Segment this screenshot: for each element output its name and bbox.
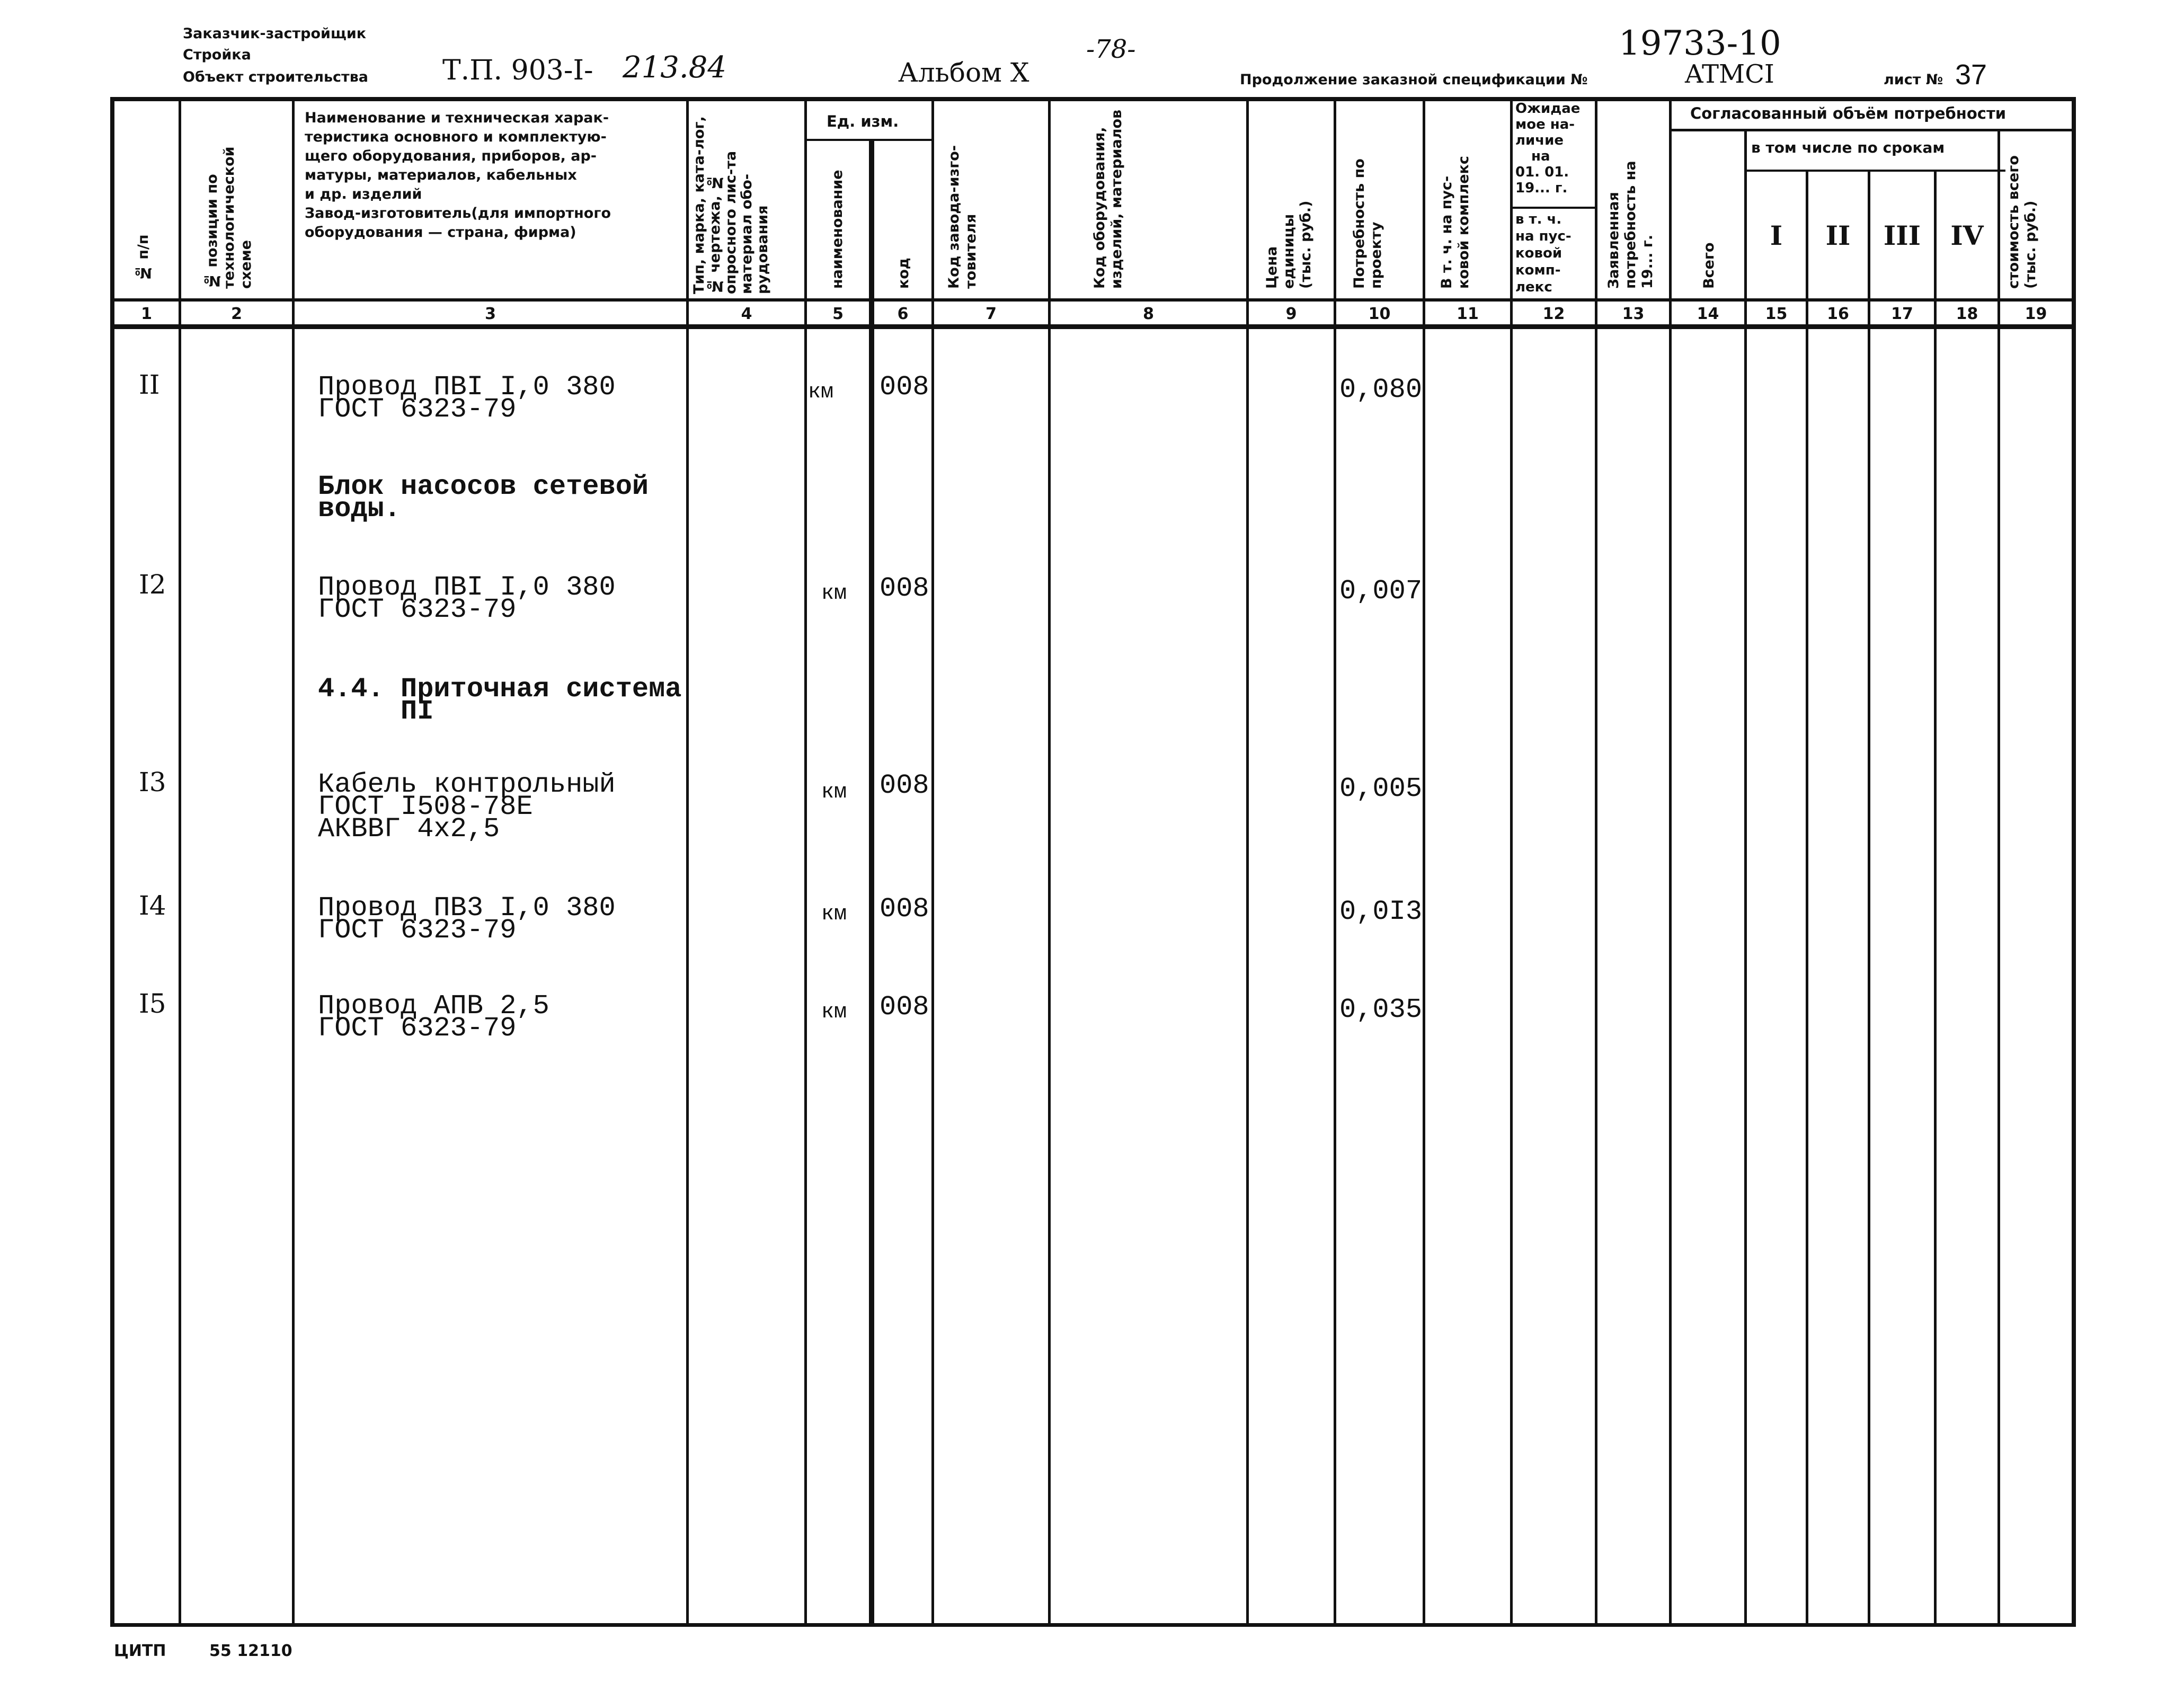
row-number: I3 <box>139 767 166 798</box>
unit-code: 008 <box>880 573 929 604</box>
col-3-header: Наименование и техническая харак- теристика основного и комплектую- щего оборудования, приборов, ар- матуры, материалов, кабельных и др. изделий Завод-изготовитель(для импортного оборудования — страна, фирма) <box>305 110 611 241</box>
unit-code: 008 <box>880 893 929 925</box>
col-number: 6 <box>897 305 909 323</box>
footer-org: ЦИТП <box>114 1642 166 1660</box>
col-7-header: Код завода-изго-товителя <box>946 145 979 289</box>
col-1-header: № п/п <box>135 234 152 281</box>
project-code-handwritten: 213.84 <box>623 50 726 85</box>
col-6-header: код <box>895 258 912 289</box>
col-19-header: стоимость всего (тыс. руб.) <box>2005 155 2039 289</box>
col-number: 2 <box>231 305 242 323</box>
page-mark: -78- <box>1086 34 1136 64</box>
col-number: 14 <box>1697 305 1719 323</box>
col-number: 17 <box>1891 305 1913 323</box>
col-11-header: В т. ч. на пус-ковой комплекс <box>1439 156 1472 289</box>
col-12-top-header: Ожидае мое на- личие на 01. 01. 19... г. <box>1515 101 1581 196</box>
col-number: 11 <box>1457 305 1479 323</box>
project-need: 0,035 <box>1339 994 1423 1025</box>
col-2-header: № позиции по технологической схеме <box>204 146 254 289</box>
period-2-header: II <box>1825 220 1851 251</box>
footer-code: 55 12110 <box>209 1642 292 1660</box>
project-code: Т.П. 903-I- <box>442 55 593 86</box>
col-9-header: Цена единицы (тыс. руб.) <box>1264 200 1314 289</box>
col-number: 9 <box>1285 305 1297 323</box>
col-number: 8 <box>1143 305 1154 323</box>
col-number: 7 <box>986 305 997 323</box>
col-12-bottom-header: в т. ч. на пус- ковой комп- лекс <box>1515 211 1572 295</box>
continuation-label: Продолжение заказной спецификации № <box>1240 72 1588 88</box>
col-number: 5 <box>832 305 844 323</box>
col-number: 3 <box>485 305 496 323</box>
customer-label: Заказчик-застройщик <box>183 25 367 42</box>
periods-group-header: в том числе по срокам <box>1751 139 1945 156</box>
col-14-header: Всего <box>1701 242 1717 289</box>
item-name: Провод ПВI I,0 380 ГОСТ 6323-79 <box>318 572 616 625</box>
col-number: 16 <box>1827 305 1849 323</box>
item-name: Провод АПВ 2,5 ГОСТ 6323-79 <box>318 990 549 1044</box>
unit-code: 008 <box>880 371 929 403</box>
item-name: Провод ПВ3 I,0 380 ГОСТ 6323-79 <box>318 892 616 946</box>
col-10-header: Потребность по проекту <box>1351 158 1384 289</box>
project-need: 0,005 <box>1339 773 1423 804</box>
item-name: Провод ПВI I,0 380 ГОСТ 6323-79 <box>318 371 616 425</box>
period-3-header: III <box>1883 220 1921 251</box>
col-4-header: Тип, марка, ката-лог, № чертежа, № опросного лис-та материал обо-рудования <box>691 116 771 294</box>
col-number: 13 <box>1622 305 1645 323</box>
row-number: I5 <box>139 988 166 1019</box>
doc-number: 19733-10 <box>1619 24 1781 63</box>
col-number: 15 <box>1765 305 1788 323</box>
album-label: Альбом X <box>898 57 1029 88</box>
object-label: Объект строительства <box>183 69 368 85</box>
agreed-group-header: Согласованный объём потребности <box>1690 104 2007 122</box>
col-5-header: наименование <box>829 170 846 289</box>
col-number: 1 <box>141 305 152 323</box>
project-need: 0,007 <box>1339 575 1423 607</box>
col-number: 18 <box>1956 305 1978 323</box>
col-number: 10 <box>1368 305 1391 323</box>
unit-name: км <box>808 380 834 404</box>
section-title: Блок насосов сетевой воды. <box>318 471 649 525</box>
period-4-header: IV <box>1950 220 1984 251</box>
row-number: I2 <box>139 569 166 600</box>
col-13-header: Заявленная потребность на 19... г. <box>1605 161 1656 289</box>
period-1-header: I <box>1770 220 1783 251</box>
spec-code: ATMCI <box>1685 59 1774 89</box>
unit-name: км <box>821 582 847 606</box>
col-number: 12 <box>1542 305 1565 323</box>
unit-group-header: Ед. изм. <box>827 112 899 130</box>
unit-name: км <box>821 781 847 804</box>
unit-name: км <box>821 902 847 926</box>
construction-label: Стройка <box>183 47 251 63</box>
sheet-number: 37 <box>1955 59 1987 91</box>
col-8-header: Код оборудования, изделий, материалов <box>1091 109 1125 289</box>
project-need: 0,0I3 <box>1339 896 1423 927</box>
unit-name: км <box>821 1000 847 1024</box>
unit-code: 008 <box>880 770 929 801</box>
row-number: II <box>139 369 160 400</box>
col-number: 4 <box>741 305 752 323</box>
section-title: 4.4. Приточная система ПI <box>318 674 682 727</box>
unit-code: 008 <box>880 991 929 1023</box>
project-need: 0,080 <box>1339 374 1423 405</box>
row-number: I4 <box>139 890 166 921</box>
item-name: Кабель контрольный ГОСТ I508-78Е АКВВГ 4х2,5 <box>318 769 616 845</box>
col-number: 19 <box>2025 305 2047 323</box>
sheet-label: лист № <box>1884 72 1943 88</box>
